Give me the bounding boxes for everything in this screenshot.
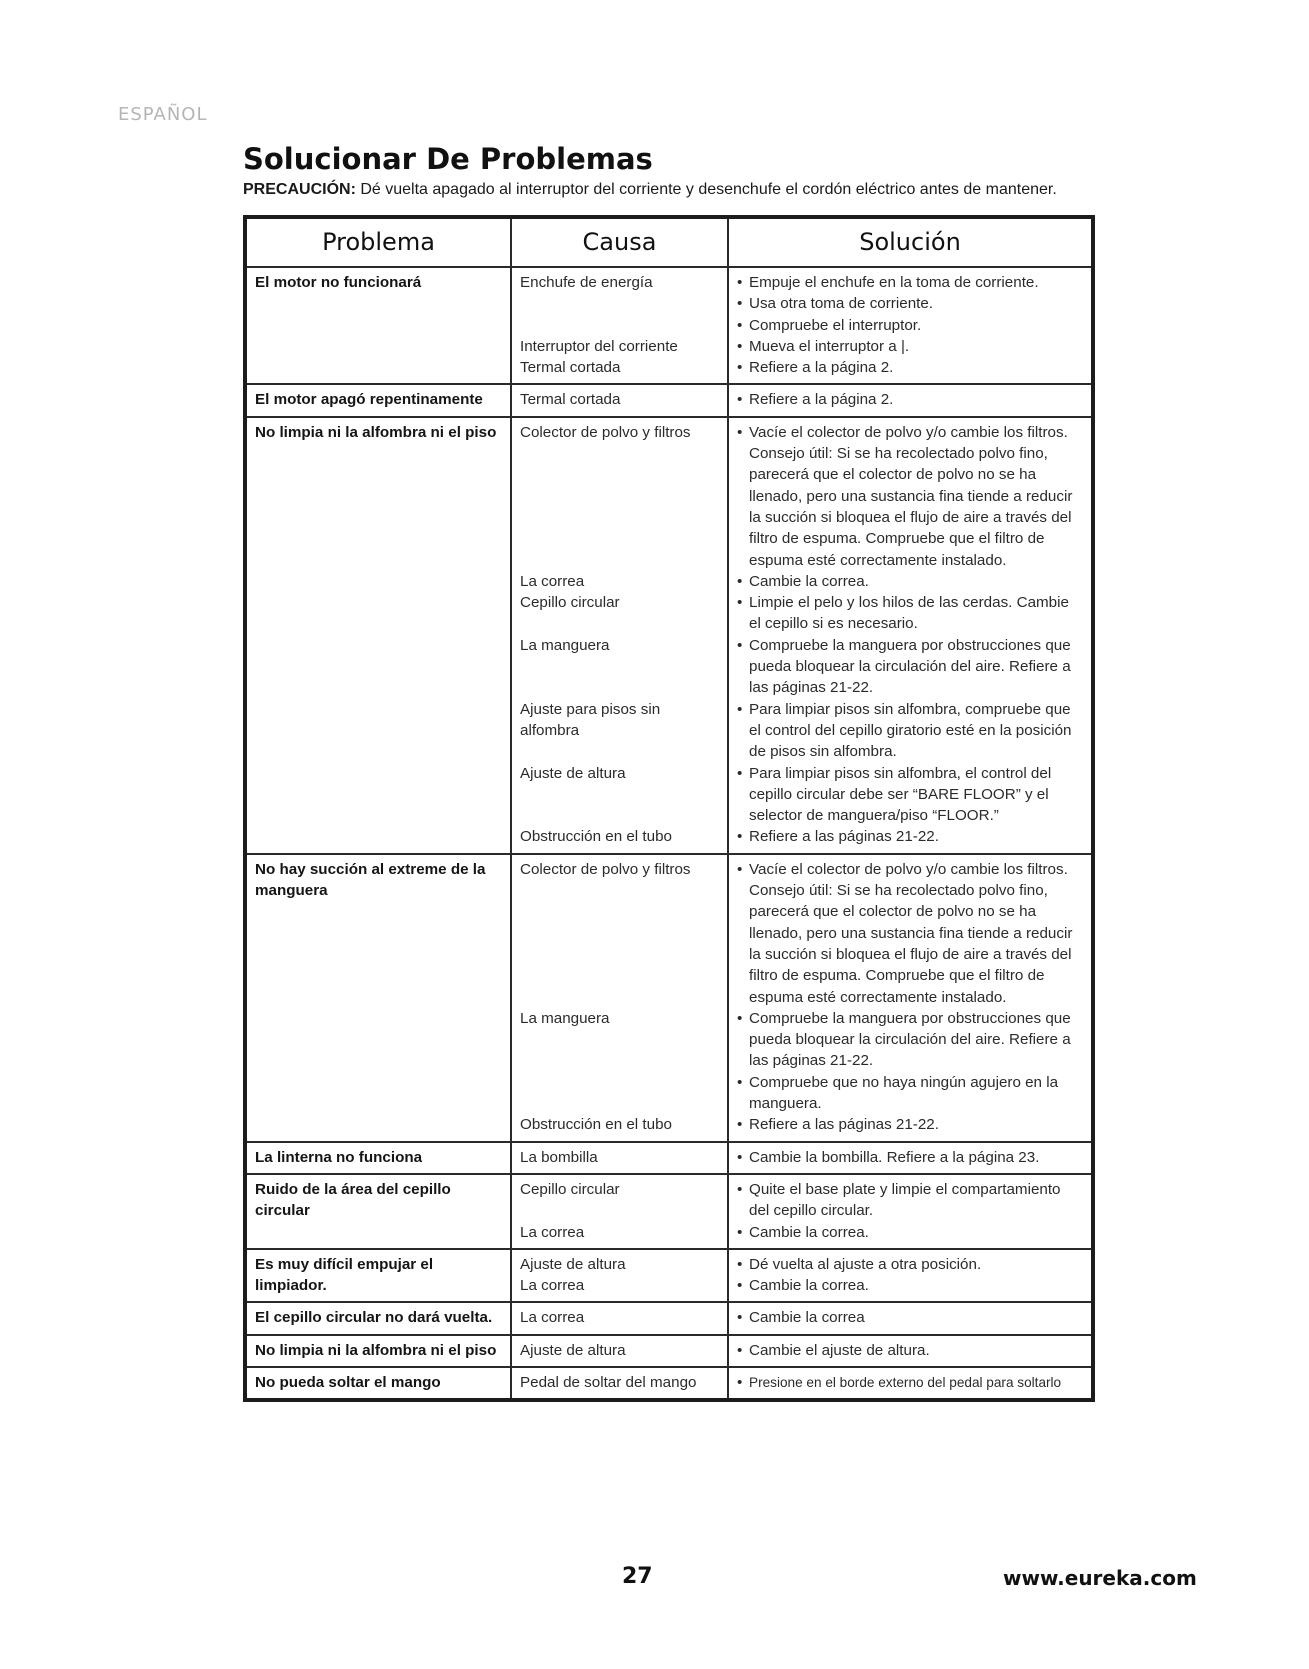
cause-cell — [512, 1303, 729, 1333]
bullet-icon: • — [737, 860, 743, 878]
troubleshooting-table — [243, 215, 1095, 1402]
bullet-icon: • — [737, 764, 743, 782]
bullet-icon: • — [737, 391, 743, 409]
cause-item: Enchufe de energía — [520, 274, 653, 291]
cause-item: Colector de polvo y filtros — [520, 423, 691, 441]
bullet-icon: • — [737, 1180, 743, 1198]
bullet-icon: • — [737, 316, 743, 334]
solution-item — [737, 293, 1083, 314]
solution-item — [737, 315, 1083, 336]
cause-item: Cepillo circular — [520, 1180, 620, 1198]
solution-item — [737, 1254, 1083, 1275]
solution-item — [737, 571, 1083, 592]
solution-text: Para limpiar pisos sin alfombra, el control del cepillo circular debe ser “BARE FLOOR” y el selector de manguera/piso “FLOOR.” — [749, 764, 1052, 825]
solution-text: Compruebe la manguera por obstrucciones que pueda bloquear la circulación del aire. Refiere a las páginas 21-22. — [749, 1009, 1071, 1070]
solution-cell — [729, 1303, 1091, 1333]
cause-item: Ajuste de altura — [520, 1341, 626, 1359]
language-label: ESPAÑOL — [118, 104, 208, 125]
table-row — [247, 1173, 1091, 1248]
solution-cell — [729, 1175, 1091, 1248]
bullet-icon: • — [737, 636, 743, 654]
cause-item: La manguera — [520, 636, 610, 654]
cause-item: Ajuste de altura — [520, 764, 626, 782]
problem-cell: No hay succión al extreme de la manguera — [247, 855, 512, 1141]
bullet-icon: • — [737, 295, 743, 313]
problem-cell: El cepillo circular no dará vuelta. — [247, 1303, 512, 1333]
solution-item — [737, 1008, 1083, 1072]
bullet-icon: • — [737, 337, 743, 355]
cause-cell — [512, 855, 729, 1141]
solution-text: Usa otra toma de corriente. — [749, 295, 934, 313]
website-url: www.eureka.com — [1003, 1566, 1197, 1590]
bullet-icon: • — [737, 274, 743, 291]
bullet-icon: • — [737, 1341, 743, 1359]
solution-item — [737, 859, 1083, 1008]
caution-label: PRECAUCIÓN: — [243, 181, 356, 198]
cause-item: Termal cortada — [520, 359, 621, 377]
solution-cell — [729, 1143, 1091, 1173]
cause-cell — [512, 268, 729, 383]
solution-item — [737, 1307, 1083, 1328]
problem-cell: El motor no funcionará — [247, 268, 512, 383]
solution-text: Cambie la correa. — [749, 1223, 869, 1241]
cause-cell — [512, 1336, 729, 1366]
cause-item: La bombilla — [520, 1148, 598, 1166]
cause-item: Obstrucción en el tubo — [520, 828, 672, 846]
header-solution: Solución — [859, 228, 961, 256]
caution-text: Dé vuelta apagado al interruptor del corriente y desenchufe el cordón eléctrico antes de mantener. — [360, 181, 1057, 198]
bullet-icon: • — [737, 700, 743, 718]
solution-cell — [729, 268, 1091, 383]
cause-cell — [512, 1250, 729, 1302]
solution-item — [737, 1222, 1083, 1243]
cause-item: La correa — [520, 1223, 585, 1241]
solution-item — [737, 1072, 1083, 1115]
cause-item: La manguera — [520, 1009, 610, 1027]
cause-item: Interruptor del corriente — [520, 337, 678, 355]
bullet-icon: • — [737, 1255, 743, 1273]
solution-text: Refiere a la página 2. — [749, 391, 894, 409]
table-row — [247, 1141, 1091, 1173]
solution-text: Cambie la correa — [749, 1309, 865, 1327]
table-row — [247, 853, 1091, 1141]
table-row — [247, 416, 1091, 853]
problem-cell: La linterna no funciona — [247, 1143, 512, 1173]
solution-text: Quite el base plate y limpie el compartamiento del cepillo circular. — [749, 1180, 1061, 1220]
solution-text: Cambie la bombilla. Refiere a la página 23. — [749, 1148, 1040, 1166]
solution-item — [737, 635, 1083, 699]
solution-text: Cambie la correa. — [749, 1277, 869, 1295]
header-problem: Problema — [247, 219, 512, 266]
solution-text: Para limpiar pisos sin alfombra, compruebe que el control del cepillo giratorio esté en la posición de pisos sin alfombra. — [749, 700, 1072, 761]
cause-item: Termal cortada — [520, 391, 621, 409]
solution-text: Cambie el ajuste de altura. — [749, 1341, 930, 1359]
bullet-icon: • — [737, 572, 743, 590]
problem-cell: No pueda soltar el mango — [247, 1368, 512, 1398]
solution-cell — [729, 418, 1091, 853]
solution-text: Vacíe el colector de polvo y/o cambie los filtros. Consejo útil: Si se ha recolectado polvo fino, parecerá que el colector de polvo no se ha llenado, pero una sustancia fina tiende a reducir la succión si bloquea el flujo de aire a través del filtro de espuma. Compruebe que el filtro de espuma esté correctamente instalado. — [749, 423, 1073, 569]
solution-text: Dé vuelta al ajuste a otra posición. — [749, 1255, 982, 1273]
cause-cell — [512, 1175, 729, 1248]
caution-note — [243, 181, 1057, 199]
bullet-icon: • — [737, 828, 743, 846]
cause-item: Ajuste para pisos sin alfombra — [520, 700, 661, 739]
bullet-icon: • — [737, 1277, 743, 1295]
bullet-icon: • — [737, 359, 743, 377]
cause-cell — [512, 1368, 729, 1398]
solution-text: Refiere a las páginas 21-22. — [749, 828, 939, 846]
solution-cell — [729, 1336, 1091, 1366]
header-cause: Causa — [512, 219, 729, 266]
problem-cell: Es muy difícil empujar el limpiador. — [247, 1250, 512, 1302]
cause-item: Pedal de soltar del mango — [520, 1373, 697, 1391]
solution-cell — [729, 1250, 1091, 1302]
solution-cell — [729, 1368, 1091, 1398]
cause-item: Obstrucción en el tubo — [520, 1116, 672, 1134]
solution-item — [737, 592, 1083, 635]
table-row — [247, 1248, 1091, 1302]
solution-item — [737, 1372, 1083, 1393]
problem-cell: No limpia ni la alfombra ni el piso — [247, 418, 512, 853]
page-title: Solucionar De Problemas — [243, 142, 653, 176]
solution-item — [737, 699, 1083, 763]
bullet-icon: • — [737, 1223, 743, 1241]
bullet-icon: • — [737, 1073, 743, 1091]
problem-cell: El motor apagó repentinamente — [247, 385, 512, 415]
solution-text: Compruebe el interruptor. — [749, 316, 922, 334]
solution-item — [737, 389, 1083, 410]
cause-cell — [512, 418, 729, 853]
solution-text: Refiere a las páginas 21-22. — [749, 1116, 939, 1134]
cause-cell — [512, 385, 729, 415]
cause-item: La correa — [520, 1309, 585, 1327]
solution-item — [737, 272, 1083, 293]
table-row — [247, 1301, 1091, 1333]
solution-text: Refiere a la página 2. — [749, 359, 894, 377]
cause-cell — [512, 1143, 729, 1173]
table-row — [247, 383, 1091, 415]
solution-text: Mueva el interruptor a |. — [749, 337, 910, 355]
solution-item — [737, 357, 1083, 378]
solution-item — [737, 826, 1083, 847]
bullet-icon: • — [737, 1116, 743, 1134]
solution-cell — [729, 855, 1091, 1141]
problem-cell: No limpia ni la alfombra ni el piso — [247, 1336, 512, 1366]
page-number: 27 — [622, 1564, 653, 1589]
solution-text: Compruebe que no haya ningún agujero en la manguera. — [749, 1073, 1059, 1112]
cause-item: Ajuste de altura — [520, 1255, 626, 1273]
solution-item — [737, 422, 1083, 571]
bullet-icon: • — [737, 423, 743, 441]
solution-text: Compruebe la manguera por obstrucciones que pueda bloquear la circulación del aire. Refiere a las páginas 21-22. — [749, 636, 1071, 697]
table-row — [247, 1334, 1091, 1366]
table-row — [247, 266, 1091, 383]
cause-item: La correa — [520, 1277, 585, 1295]
solution-item — [737, 1114, 1083, 1135]
cause-item: La correa — [520, 572, 585, 590]
bullet-icon: • — [737, 1148, 743, 1166]
bullet-icon: • — [737, 1373, 743, 1391]
cause-item: Cepillo circular — [520, 594, 620, 612]
bullet-icon: • — [737, 1309, 743, 1327]
bullet-icon: • — [737, 594, 743, 612]
solution-item — [737, 336, 1083, 357]
solution-item — [737, 763, 1083, 827]
solution-text: Cambie la correa. — [749, 572, 869, 590]
solution-text: Limpie el pelo y los hilos de las cerdas. Cambie el cepillo si es necesario. — [749, 594, 1069, 633]
cause-item: Colector de polvo y filtros — [520, 860, 691, 878]
problem-cell: Ruido de la área del cepillo circular — [247, 1175, 512, 1248]
solution-text: Vacíe el colector de polvo y/o cambie los filtros. Consejo útil: Si se ha recolectado polvo fino, parecerá que el colector de polvo no se ha llenado, pero una sustancia fina tiende a reducir la succión si bloquea el flujo de aire a través del filtro de espuma. Compruebe que el filtro de espuma esté correctamente instalado. — [749, 860, 1073, 1006]
solution-item — [737, 1340, 1083, 1361]
table-header-row — [247, 219, 1091, 266]
solution-text: Empuje el enchufe en la toma de corriente. — [749, 274, 1039, 291]
table-row — [247, 1366, 1091, 1398]
solution-cell — [729, 385, 1091, 415]
solution-item — [737, 1179, 1083, 1222]
solution-item — [737, 1275, 1083, 1296]
bullet-icon: • — [737, 1009, 743, 1027]
solution-item — [737, 1147, 1083, 1168]
solution-text: Presione en el borde externo del pedal para soltarlo — [749, 1374, 1062, 1390]
